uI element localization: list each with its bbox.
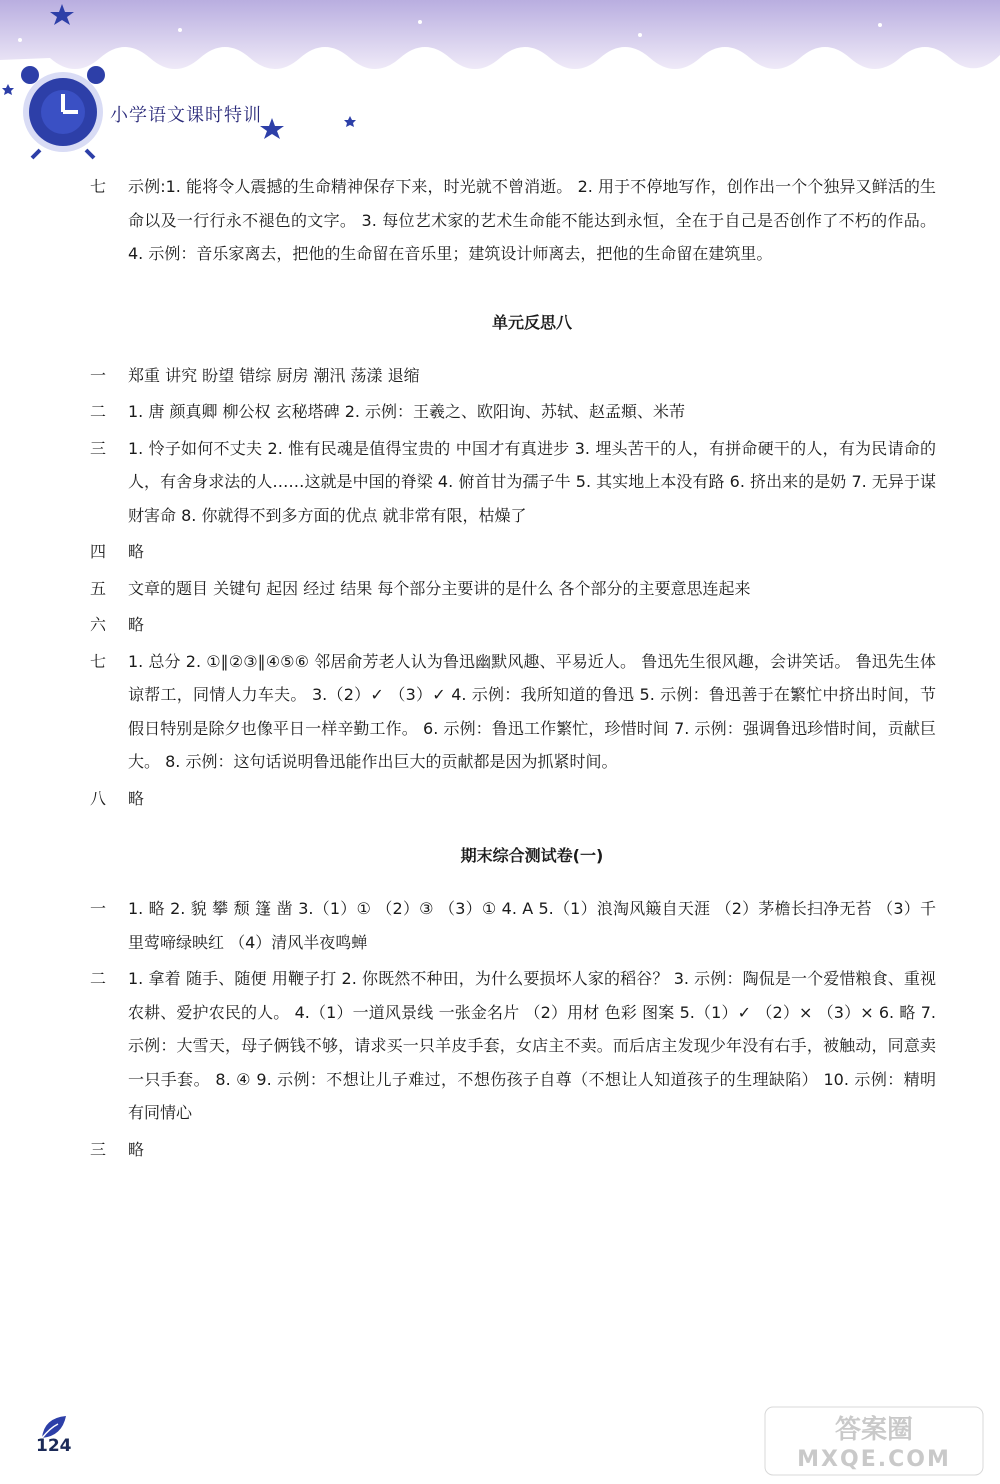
answer-block [90,608,936,642]
question-number: 三 [90,1139,107,1159]
answer-text: 略 [128,1139,145,1159]
answer-block [90,645,936,779]
question-number: 四 [90,542,107,561]
question-number: 二 [90,402,107,421]
answer-text: 1. 总分 2. ①∥②③∥④⑤⑥ 邻居俞芳老人认为鲁迅幽默风趣、平易近人。 鲁迅先生很风趣，会讲笑话。 鲁迅先生体谅帮工，同情人力车夫。 3.（2）✓ （3）✓ 4. 示例：我所知道的鲁迅 5. 示例：鲁迅善于在繁忙中挤出时间，节假日特别是除夕也像平日一样辛勤工作。 6. 示例：鲁迅工作繁忙，珍惜时间 7. 示例：强调鲁迅珍惜时间，贡献巨大。 8. 示例：这句话说明鲁迅能作出巨大的贡献都是因为抓紧时间。 [128,651,936,771]
answer-block [90,572,936,606]
watermark-text: 答案圈 [834,1415,914,1445]
clock-icon [21,66,105,158]
header-title: 小学语文课时特训 [110,105,262,126]
answer-block [90,962,936,1130]
question-number: 七 [90,177,107,196]
answer-text: 1. 怜子如何不丈夫 2. 惟有民魂是值得宝贵的 中国才有真进步 3. 埋头苦干的人，有拼命硬干的人，有为民请命的人，有舍身求法的人……这就是中国的脊梁 4. 俯首甘为孺子牛 5. 其实地上本没有路 6. 挤出来的是奶 7. 无异于谋财害命 8. 你就得不到多方面的优点 就非常有限，枯燥了 [128,438,936,525]
answer-text: 郑重 讲究 盼望 错综 厨房 潮汛 荡漾 退缩 [128,365,420,385]
answer-block [90,782,936,816]
question-number: 五 [90,578,107,598]
answer-block [90,170,936,271]
answer-text: 略 [128,615,145,634]
question-number: 三 [90,438,107,458]
answer-text: 略 [128,788,145,808]
answer-block [90,432,936,533]
answer-content [90,170,936,1166]
answer-block [90,359,936,393]
question-number: 一 [90,365,107,385]
watermark-logo [764,1406,984,1476]
answer-block [90,395,936,429]
question-number: 七 [90,651,107,671]
question-number: 八 [90,788,107,808]
watermark-url: MXQE.COM [797,1447,951,1472]
answer-text: 示例:1. 能将令人震撼的生命精神保存下来，时光就不曾消逝。 2. 用于不停地写作，创作出一个个独异又鲜活的生命以及一行行永不褪色的文字。 3. 每位艺术家的艺术生命能不能达到永恒，全在于自己是否创作了不朽的作品。 4. 示例：音乐家离去，把他的生命留在音乐里；建筑设计师离去，把他的生命留在建筑里。 [128,177,936,263]
answer-text: 1. 拿着 随手、随便 用鞭子打 2. 你既然不种田，为什么要损坏人家的稻谷？ 3. 示例：陶侃是一个爱惜粮食、重视农耕、爱护农民的人。 4.（1）一道风景线 一张金名片 （2）用材 色彩 图案 5.（1）✓ （2）× （3）× 6. 略 7. 示例：大雪天，母子俩钱不够，请求买一只羊皮手套，女店主不卖。而后店主发现少年没有右手，被触动，同意卖一只手套。 8. ④ 9. 示例：不想让儿子难过，不想伤孩子自尊（不想让人知道孩子的生理缺陷） 10. 示例：精明 有同情心 [128,969,936,1122]
answer-text: 文章的题目 关键句 起因 经过 结果 每个部分主要讲的是什么 各个部分的主要意思连起来 [128,578,751,598]
answer-block [90,535,936,569]
answer-block [90,1133,936,1167]
page-header [0,0,1000,170]
answer-text: 1. 唐 颜真卿 柳公权 玄秘塔碑 2. 示例：王羲之、欧阳询、苏轼、赵孟頫、米芾 [128,402,686,421]
answer-block [90,892,936,959]
page-number: 124 [36,1436,72,1456]
answer-text: 略 [128,542,145,561]
question-number: 一 [90,899,107,918]
answer-text: 1. 略 2. 貌 攀 颓 篷 凿 3.（1）① （2）③ （3）① 4. A 5.（1）浪淘风簸自天涯 （2）茅檐长扫净无苔 （3）千里莺啼绿映红 （4）清风半夜鸣蝉 [128,899,936,952]
question-number: 六 [90,615,107,634]
question-number: 二 [90,969,107,988]
header-decoration [0,0,1000,170]
section-title: 期末综合测试卷(一) [460,846,604,865]
section-title: 单元反思八 [491,312,572,332]
